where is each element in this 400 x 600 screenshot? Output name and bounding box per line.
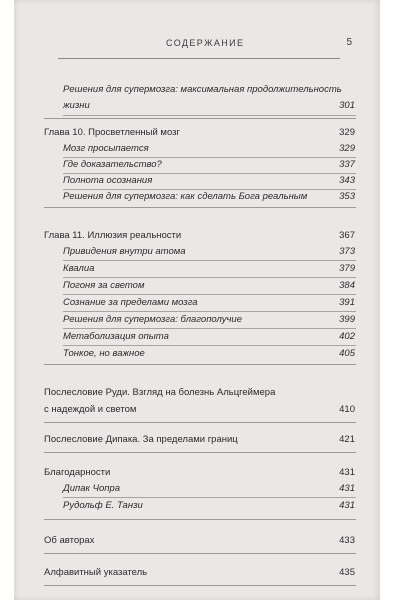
toc-entry-title: Сознание за пределами мозга	[63, 297, 198, 308]
entry-underline	[63, 277, 356, 278]
header-page-number: 5	[346, 37, 352, 48]
toc-entry-page: 367	[339, 230, 355, 241]
toc-entry-title: Тонкое, но важное	[63, 348, 145, 359]
section-divider	[44, 452, 356, 453]
toc-entry-page: 329	[339, 127, 355, 138]
toc-entry-title: Дипак Чопра	[63, 483, 121, 494]
entry-underline	[63, 345, 356, 346]
toc-entry-title: Глава 11. Иллюзия реальности	[44, 230, 182, 241]
header-title: СОДЕРЖАНИЕ	[166, 38, 245, 48]
toc-entry-page: 301	[339, 100, 355, 111]
toc-entry-page: 391	[339, 297, 355, 308]
section-divider	[44, 422, 356, 423]
toc-entry-title: Об авторах	[44, 535, 95, 546]
toc-entry-page: 421	[339, 434, 355, 445]
entry-underline	[63, 260, 356, 261]
section-divider	[44, 585, 356, 586]
toc-entry-title: Полнота осознания	[63, 175, 153, 186]
toc-entry-page: 399	[339, 314, 355, 325]
toc-entry-page: 433	[339, 535, 355, 546]
toc-entry-page: 379	[339, 263, 355, 274]
toc-entry-page: 384	[339, 280, 355, 291]
toc-entry-page: 405	[339, 348, 355, 359]
toc-entry-page: 373	[339, 246, 355, 257]
entry-underline	[63, 115, 356, 116]
entry-underline	[63, 157, 356, 158]
toc-entry-title: Алфавитный указатель	[44, 567, 148, 578]
section-divider	[44, 207, 356, 208]
entry-underline	[63, 189, 356, 190]
book-page	[14, 0, 380, 600]
entry-underline	[63, 311, 356, 312]
toc-entry-title: жизни	[63, 100, 90, 111]
toc-entry-title: Погоня за светом	[63, 280, 145, 291]
toc-entry-title: Глава 10. Просветленный мозг	[44, 127, 180, 138]
running-header	[14, 38, 380, 54]
toc-entry-page: 329	[339, 143, 355, 154]
toc-entry-title: Квалиа	[63, 263, 95, 274]
entry-underline	[63, 173, 356, 174]
toc-entry-page: 402	[339, 331, 355, 342]
toc-entry-title: Рудольф Е. Танзи	[63, 500, 143, 511]
toc-entry-page: 431	[339, 483, 355, 494]
toc-entry-title: Послесловие Дипака. За пределами границ	[44, 434, 238, 445]
section-divider	[44, 364, 356, 365]
toc-entry-page: 353	[339, 191, 355, 202]
entry-underline	[63, 328, 356, 329]
toc-entry-page: 337	[339, 159, 355, 170]
toc-entry-title: Решения для супермозга: как сделать Бога реальным	[63, 191, 308, 202]
toc-entry-title: Метаболизация опыта	[63, 331, 169, 342]
toc-entry-title: Благодарности	[44, 467, 111, 478]
toc-entry-page: 431	[339, 467, 355, 478]
toc-entry-page: 343	[339, 175, 355, 186]
toc-entry-title: Решения для супермозга: максимальная продолжительность	[63, 84, 342, 95]
toc-entry-title: с надеждой и светом	[44, 404, 137, 415]
toc-entry-page: 435	[339, 567, 355, 578]
toc-entry-title: Послесловие Руди. Взгляд на болезнь Альцгеймера	[44, 387, 276, 398]
header-rule	[58, 58, 340, 59]
toc-entry-title: Решения для супермозга: благополучие	[63, 314, 242, 325]
toc-entry-page: 410	[339, 404, 355, 415]
toc-entry-title: Привидения внутри атома	[63, 246, 186, 257]
entry-underline	[63, 294, 356, 295]
section-divider	[44, 519, 356, 520]
toc-entry-title: Мозг просыпается	[63, 143, 149, 154]
section-divider	[44, 118, 356, 119]
entry-underline	[63, 497, 356, 498]
section-divider	[44, 553, 356, 554]
toc-entry-title: Где доказательство?	[63, 159, 162, 170]
toc-entry-page: 431	[339, 500, 355, 511]
